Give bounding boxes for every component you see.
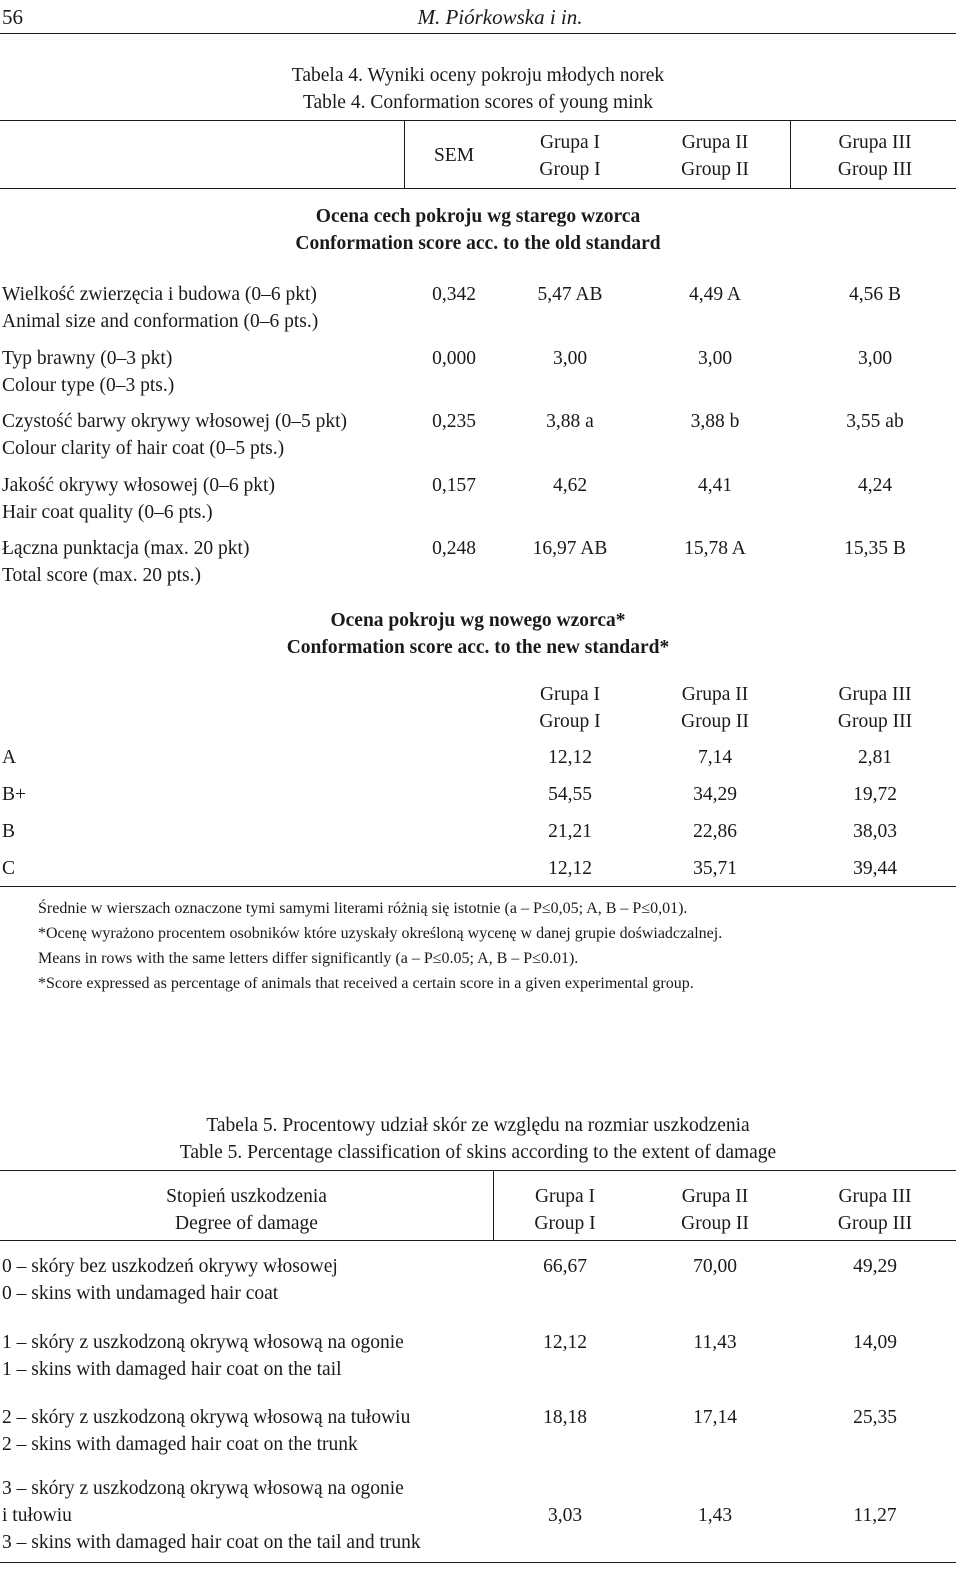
row-label-pl: 0 – skóry bez uszkodzeń okrywy włosowej [2, 1256, 338, 1277]
cell-group-3: 3,55 ab [846, 411, 904, 432]
column-header-degree: Stopień uszkodzenia [166, 1186, 327, 1207]
row-label-pl: Wielkość zwierzęcia i budowa (0–6 pkt) [2, 284, 317, 305]
table-bottom-rule [0, 886, 956, 887]
row-label: B [2, 821, 16, 842]
row-label-pl: Czystość barwy okrywy włosowej (0–5 pkt) [2, 411, 347, 432]
cell-sem: 0,157 [432, 475, 476, 496]
column-header-group-2-en: Group II [681, 159, 749, 180]
page-number: 56 [2, 5, 23, 29]
cell-group-3: 25,35 [853, 1407, 897, 1428]
running-title: M. Piórkowska i in. [417, 5, 583, 29]
row-label-en: Colour clarity of hair coat (0–5 pts.) [2, 438, 285, 459]
cell-group-3: 3,00 [857, 348, 893, 369]
row-label-pl: 1 – skóry z uszkodzoną okrywą włosową na ogonie [2, 1332, 404, 1353]
table-caption-pl: Tabela 4. Wyniki oceny pokroju młodych norek [291, 65, 665, 86]
column-header-group-1-en: Group I [539, 159, 601, 180]
column-header-group-3: Grupa III [838, 684, 912, 705]
cell-group-2: 70,00 [693, 1256, 737, 1277]
column-header-group-3-en: Group III [837, 711, 913, 732]
footnote: Średnie w wierszach oznaczone tymi samymi literami różnią się istotnie (a – P≤0,05; A, B – P≤0,01). [38, 900, 688, 917]
cell-group-3: 2,81 [857, 747, 893, 768]
cell-group-2: 11,43 [693, 1332, 737, 1353]
row-label-pl: 3 – skóry z uszkodzoną okrywą włosową na ogonie [2, 1478, 404, 1499]
section-title-new-en: Conformation score acc. to the new standard* [286, 637, 670, 658]
row-label: A [2, 747, 17, 768]
cell-group-3: 39,44 [853, 858, 897, 879]
cell-sem: 0,235 [432, 411, 476, 432]
cell-group-3: 19,72 [853, 784, 897, 805]
row-label-en: Hair coat quality (0–6 pts.) [2, 502, 213, 523]
footnote: *Score expressed as percentage of animals that received a certain score in a given experimental group. [38, 975, 694, 992]
row-label: C [2, 858, 16, 879]
cell-group-1: 66,67 [543, 1256, 587, 1277]
cell-group-1: 3,88 a [546, 411, 594, 432]
cell-group-1: 18,18 [543, 1407, 587, 1428]
cell-group-3: 14,09 [853, 1332, 897, 1353]
column-header-group-3-en: Group III [837, 159, 913, 180]
cell-group-3: 4,24 [857, 475, 893, 496]
cell-group-2: 34,29 [693, 784, 737, 805]
footnote: *Ocenę wyrażono procentem osobników które uzyskały określoną wycenę w danej grupie doświadczalnej. [38, 925, 723, 942]
column-header-group-2-en: Group II [681, 1213, 749, 1234]
table-bottom-rule [0, 1562, 956, 1563]
table-top-rule [0, 1170, 956, 1171]
column-header-group-1: Grupa I [539, 132, 601, 153]
cell-sem: 0,248 [432, 538, 476, 559]
cell-group-2: 3,88 b [690, 411, 740, 432]
column-header-sem: SEM [433, 145, 475, 166]
row-label-en: Colour type (0–3 pts.) [2, 375, 175, 396]
column-header-group-1-en: Group I [539, 711, 601, 732]
row-label-en: 0 – skins with undamaged hair coat [2, 1283, 279, 1304]
cell-group-2: 4,41 [697, 475, 733, 496]
column-header-group-2: Grupa II [681, 1186, 749, 1207]
header-bottom-rule [0, 1240, 956, 1241]
cell-group-1: 5,47 AB [537, 284, 603, 305]
header-bottom-rule [0, 188, 956, 189]
column-header-group-2-en: Group II [681, 711, 749, 732]
row-label-pl-cont: i tułowiu [2, 1505, 72, 1526]
table-caption-en: Table 5. Percentage classification of skins according to the extent of damage [179, 1142, 777, 1163]
cell-group-3: 49,29 [853, 1256, 897, 1277]
column-header-group-2: Grupa II [681, 684, 749, 705]
section-title-new-pl: Ocena pokroju wg nowego wzorca* [330, 610, 626, 631]
cell-group-2: 15,78 A [684, 538, 746, 559]
cell-group-1: 16,97 AB [532, 538, 608, 559]
row-label-en: 2 – skins with damaged hair coat on the trunk [2, 1434, 358, 1455]
table-top-rule [0, 120, 956, 121]
column-header-group-1: Grupa I [539, 684, 601, 705]
cell-group-1: 3,03 [547, 1505, 583, 1526]
column-header-group-3: Grupa III [838, 132, 912, 153]
column-header-group-2: Grupa II [681, 132, 749, 153]
row-label-pl: 2 – skóry z uszkodzoną okrywą włosową na tułowiu [2, 1407, 411, 1428]
row-label-en: Total score (max. 20 pts.) [2, 565, 201, 586]
row-label-pl: Łączna punktacja (max. 20 pkt) [2, 538, 250, 559]
column-header-group-1: Grupa I [534, 1186, 596, 1207]
cell-group-1: 12,12 [543, 1332, 587, 1353]
cell-group-3: 11,27 [853, 1505, 897, 1526]
cell-group-2: 3,00 [697, 348, 733, 369]
cell-group-1: 3,00 [552, 348, 588, 369]
section-title-old-en: Conformation score acc. to the old standard [295, 233, 661, 254]
cell-group-2: 7,14 [697, 747, 733, 768]
cell-group-3: 15,35 B [844, 538, 906, 559]
table-caption-en: Table 4. Conformation scores of young mink [302, 92, 654, 113]
header-divider [790, 120, 791, 188]
row-label: B+ [2, 784, 27, 805]
cell-group-2: 35,71 [693, 858, 737, 879]
cell-group-1: 21,21 [548, 821, 592, 842]
cell-group-2: 1,43 [697, 1505, 733, 1526]
cell-group-1: 12,12 [548, 858, 592, 879]
row-label-pl: Jakość okrywy włosowej (0–6 pkt) [2, 475, 275, 496]
cell-group-1: 54,55 [548, 784, 592, 805]
section-title-old-pl: Ocena cech pokroju wg starego wzorca [315, 206, 641, 227]
row-label-en: Animal size and conformation (0–6 pts.) [2, 311, 319, 332]
header-rule [0, 33, 956, 34]
footnote: Means in rows with the same letters differ significantly (a – P≤0.05; A, B – P≤0.01). [38, 950, 579, 967]
row-label-en: 1 – skins with damaged hair coat on the tail [2, 1359, 342, 1380]
row-label-en: 3 – skins with damaged hair coat on the tail and trunk [2, 1532, 421, 1553]
cell-group-1: 12,12 [548, 747, 592, 768]
cell-group-3: 4,56 B [848, 284, 901, 305]
cell-group-2: 4,49 A [688, 284, 741, 305]
cell-sem: 0,000 [432, 348, 476, 369]
column-header-group-3-en: Group III [837, 1213, 913, 1234]
column-header-group-3: Grupa III [838, 1186, 912, 1207]
column-header-degree-en: Degree of damage [175, 1213, 318, 1234]
column-header-group-1-en: Group I [534, 1213, 596, 1234]
cell-group-2: 22,86 [693, 821, 737, 842]
cell-group-3: 38,03 [853, 821, 897, 842]
table-caption-pl: Tabela 5. Procentowy udział skór ze względu na rozmiar uszkodzenia [206, 1115, 750, 1136]
cell-sem: 0,342 [432, 284, 476, 305]
row-label-pl: Typ brawny (0–3 pkt) [2, 348, 173, 369]
cell-group-1: 4,62 [552, 475, 588, 496]
cell-group-2: 17,14 [693, 1407, 737, 1428]
header-divider [493, 1170, 494, 1240]
